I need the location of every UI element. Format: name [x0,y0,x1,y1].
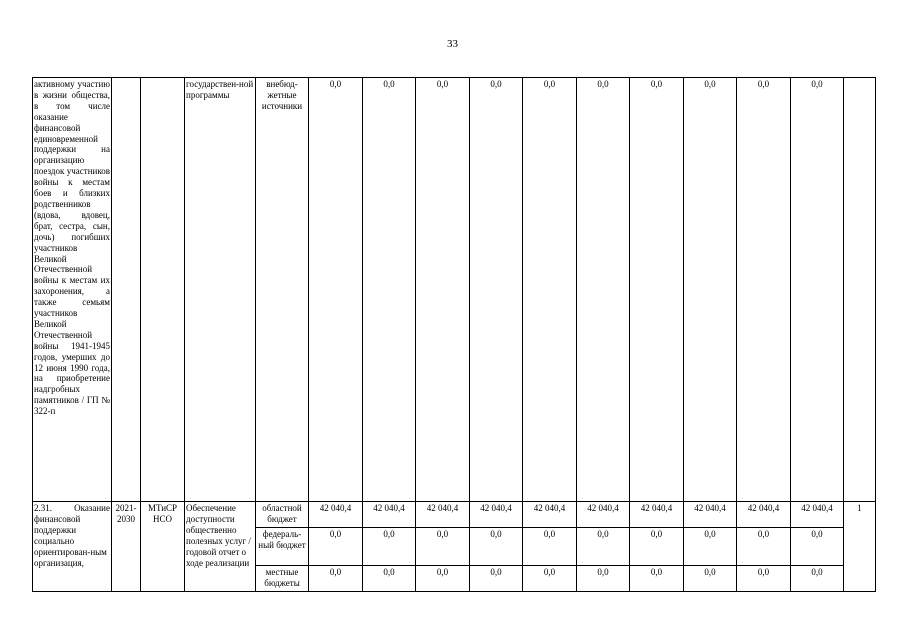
period-cell [112,78,141,502]
value-cell: 42 040,4 [684,502,737,528]
value-cell: 0,0 [523,566,577,592]
value-cell: 0,0 [363,566,416,592]
program-table [32,77,876,592]
value-cell: 0,0 [737,528,791,566]
value-cell: 0,0 [470,566,523,592]
value-cell: 0,0 [470,528,523,566]
value-cell: 0,0 [791,528,844,566]
value-cell: 0,0 [791,78,844,502]
activity-name-cell: активному участию в жизни общества, в том числе оказание финансовой единовременной поддержки на организацию поездок участников войны к местам боев и близких родственников (вдова, вдовец, брат, сестра, сын, дочь) погибших участников Великой Отечественной войны к местам их захоронения, а также семьям участников Великой Отечественной войны 1941-1945 годов, умерших до 12 июня 1990 года, на приобретение надгробных памятников / ГП № 322-п [33,78,112,502]
value-cell: 0,0 [737,566,791,592]
value-cell: 0,0 [791,566,844,592]
result-cell: Обеспечение доступности общественно полезных услуг / годовой отчет о ходе реализации [185,502,256,592]
value-cell: 42 040,4 [363,502,416,528]
value-cell: 0,0 [684,78,737,502]
value-cell: 0,0 [630,528,684,566]
value-cell: 42 040,4 [416,502,470,528]
value-cell: 0,0 [630,566,684,592]
source-cell: внебюд-жетные источники [256,78,309,502]
page-number: 33 [447,38,458,50]
value-cell: 0,0 [416,566,470,592]
value-cell: 0,0 [309,528,363,566]
value-cell: 0,0 [309,566,363,592]
indicator-cell [844,78,876,502]
value-cell: 0,0 [684,528,737,566]
table-row [33,78,876,502]
value-cell: 42 040,4 [630,502,684,528]
value-cell: 0,0 [416,78,470,502]
source-cell: местные бюджеты [256,566,309,592]
source-cell: федераль-ный бюджет [256,528,309,566]
value-cell: 42 040,4 [737,502,791,528]
value-cell: 42 040,4 [523,502,577,528]
value-cell: 0,0 [523,528,577,566]
value-cell: 42 040,4 [577,502,630,528]
result-cell: государствен-ной программы [185,78,256,502]
value-cell: 0,0 [416,528,470,566]
executor-cell: МТиСР НСО [141,502,185,592]
value-cell: 42 040,4 [309,502,363,528]
value-cell: 0,0 [577,566,630,592]
value-cell: 0,0 [577,528,630,566]
activity-name-cell: 2.31. Оказание финансовой поддержки социально ориентирован-ным организация, [33,502,112,592]
value-cell: 0,0 [470,78,523,502]
source-cell: областной бюджет [256,502,309,528]
table-row [33,502,876,528]
activities-table [32,77,876,592]
value-cell: 0,0 [309,78,363,502]
value-cell: 42 040,4 [791,502,844,528]
value-cell: 0,0 [630,78,684,502]
value-cell: 0,0 [684,566,737,592]
value-cell: 0,0 [523,78,577,502]
indicator-cell: 1 [844,502,876,592]
executor-cell [141,78,185,502]
value-cell: 0,0 [737,78,791,502]
value-cell: 42 040,4 [470,502,523,528]
value-cell: 0,0 [577,78,630,502]
value-cell: 0,0 [363,78,416,502]
period-cell: 2021-2030 [112,502,141,592]
value-cell: 0,0 [363,528,416,566]
